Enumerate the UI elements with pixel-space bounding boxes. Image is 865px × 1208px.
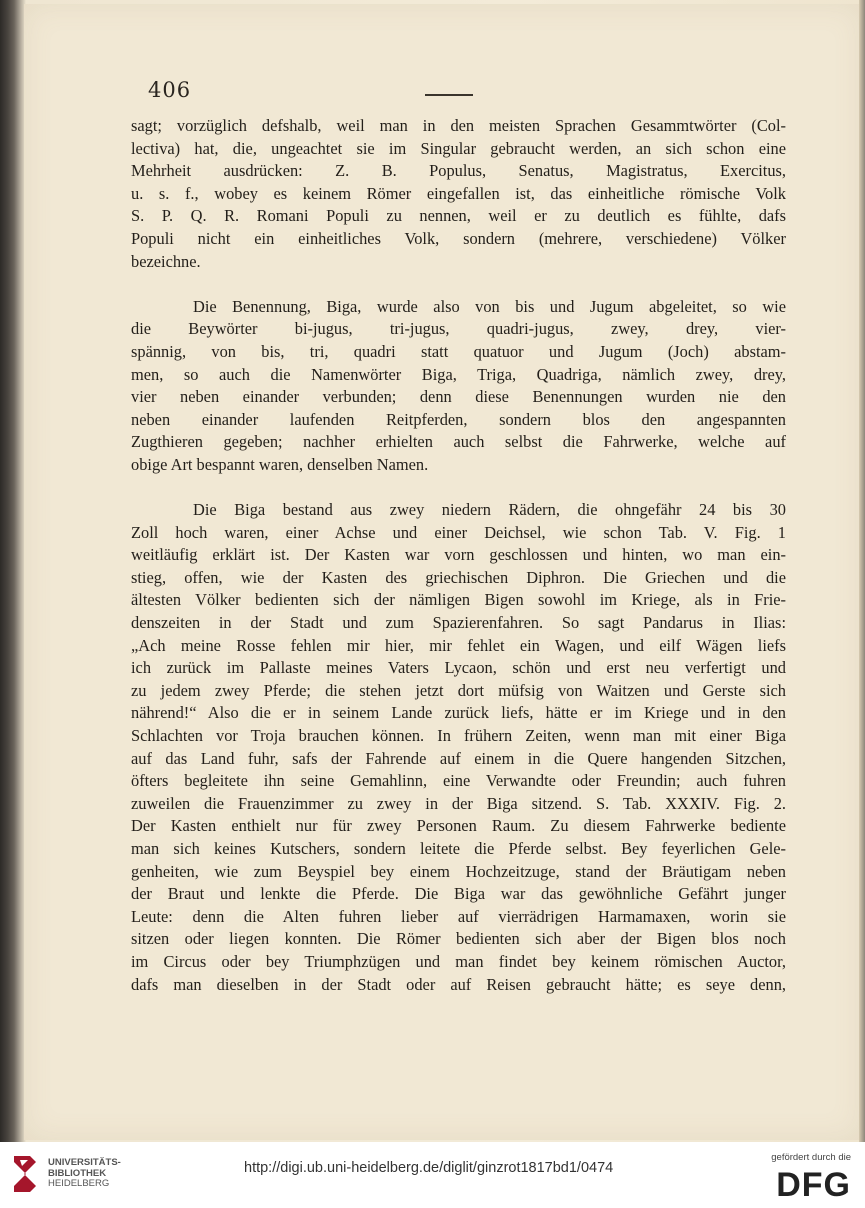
text-line: Die Benennung, Biga, wurde also von bis und Jugum abgeleitet, so wie (193, 296, 786, 316)
text-line: Leute: denn die Alten fuhren lieber auf vierrädrigen Harmamaxen, worin sie (131, 906, 786, 926)
text-line: zuweilen die Frauenzimmer zu zwey in der Biga sitzend. S. Tab. XXXIV. Fig. 2. (131, 793, 786, 813)
text-line: Schlachten vor Troja brauchen können. In frühern Zeiten, wenn man mit einer Biga (131, 726, 786, 746)
text-line: Mehrheit ausdrücken: Z. B. Populus, Senatus, Magistratus, Exercitus, (131, 161, 786, 181)
text-line: obige Art bespannt waren, denselben Namen. (131, 454, 429, 474)
permalink-url[interactable]: http://digi.ub.uni-heidelberg.de/diglit/ginzrot1817bd1/0474 (244, 1160, 614, 1176)
text-line: stieg, offen, wie der Kasten des griechischen Diphron. Die Griechen und die (131, 567, 786, 587)
text-line: Zugthieren gegeben; nachher erhielten auch selbst die Fahrwerke, welche auf (131, 432, 786, 452)
text-line: Populi nicht ein einheitliches Volk, sondern (mehrere, verschiedene) Völker (131, 228, 786, 248)
library-name-line: BIBLIOTHEK (48, 1167, 107, 1179)
header-rule (425, 94, 473, 96)
text-line: im Circus oder bey Triumphzügen und man findet bey keinem römischen Auctor, (131, 951, 786, 971)
library-name-line: HEIDELBERG (48, 1178, 110, 1189)
library-logo-icon[interactable] (10, 1152, 40, 1196)
page-body-text (131, 115, 786, 1019)
text-line: S. P. Q. R. Romani Populi zu nennen, weil er zu deutlich es fühlte, dafs (131, 206, 786, 226)
text-line: ältesten Völker bedienten sich der nämligen Bigen sowohl im Kriege, als in Frie- (131, 590, 786, 610)
text-line: der Braut und lenkte die Pferde. Die Biga war das gewöhnliche Gefährt junger (131, 884, 786, 904)
library-name[interactable] (48, 1158, 121, 1190)
text-line: „Ach meine Rosse fehlen mir hier, mir fehlet ein Wagen, und eilf Wägen liefs (131, 635, 786, 655)
text-line: Die Biga bestand aus zwey niedern Rädern, die ohngefähr 24 bis 30 (193, 500, 786, 520)
text-line: lectiva) hat, die, ungeachtet sie im Singular gebraucht werden, an sich schon eine (131, 138, 786, 158)
text-line: denszeiten in der Stadt und zum Spazierenfahren. So sagt Pandarus in Ilias: (131, 613, 786, 633)
text-line: dafs man dieselben in der Stadt oder auf Reisen gebraucht hätte; es seye denn, (131, 974, 786, 994)
text-line: ich zurück im Pallaste meines Vaters Lycaon, schön und erst neu verfertigt und (131, 658, 786, 678)
paragraph-1 (131, 115, 786, 273)
library-name-line: UNIVERSITÄTS- (48, 1157, 121, 1168)
text-line: genheiten, wie zum Beyspiel bey einem Hochzeitzuge, stand der Bräutigam neben (131, 861, 786, 881)
text-line: vier neben einander verbunden; denn diese Benennungen wurden nie den (131, 387, 786, 407)
text-line: öfters begleitete ihn seine Gemahlinn, eine Verwandte oder Freundin; auch fuhren (131, 771, 786, 791)
dfg-logo[interactable]: DFG (776, 1166, 851, 1204)
text-line: neben einander laufenden Reitpferden, sondern blos den angespannten (131, 409, 786, 429)
text-line: man sich keines Kutschers, sondern leitete die Pferde selbst. Bey feyerlichen Gele- (131, 839, 786, 858)
funding-label: gefördert durch die (771, 1152, 851, 1163)
text-line: bezeichne. (131, 251, 201, 271)
text-line: die Beywörter bi-jugus, tri-jugus, quadri-jugus, zwey, drey, vier- (131, 319, 786, 339)
text-line: sitzen oder liegen konnten. Die Römer bedienten sich aber der Bigen blos noch (131, 929, 786, 949)
text-line: nährend!“ Also die er in seinem Lande zurück liefs, hätte er im Kriege und in den (131, 703, 786, 723)
text-line: auf das Land fuhr, safs der Fahrende auf einem in die Quere hangenden Sitzchen, (131, 748, 786, 768)
text-line: men, so auch die Namenwörter Biga, Triga, Quadriga, nämlich zwey, drey, (131, 364, 786, 384)
text-line: weitläufig erklärt ist. Der Kasten war vorn geschlossen und hinten, wo man ein- (131, 545, 786, 565)
text-line: u. s. f., wobey es keinem Römer eingefallen ist, das einheitliche römische Volk (131, 183, 786, 203)
paragraph-3 (131, 499, 786, 996)
text-line: Zoll hoch waren, einer Achse und einer Deichsel, wie schon Tab. V. Fig. 1 (131, 522, 786, 542)
text-line: spännig, von bis, tri, quadri statt quatuor und Jugum (Joch) abstam- (131, 341, 786, 361)
page-number: 406 (148, 78, 192, 102)
text-line: sagt; vorzüglich defshalb, weil man in den meisten Sprachen Gesammtwörter (Col- (131, 116, 786, 135)
page-edge (859, 0, 865, 1142)
text-line: zu jedem zwey Pferde; die stehen jetzt dort müfsig von Waitzen und Gerste sich (131, 680, 786, 700)
paragraph-2 (131, 296, 786, 477)
text-line: Der Kasten enthielt nur für zwey Personen Raum. Zu diesem Fahrwerke bediente (131, 816, 786, 836)
